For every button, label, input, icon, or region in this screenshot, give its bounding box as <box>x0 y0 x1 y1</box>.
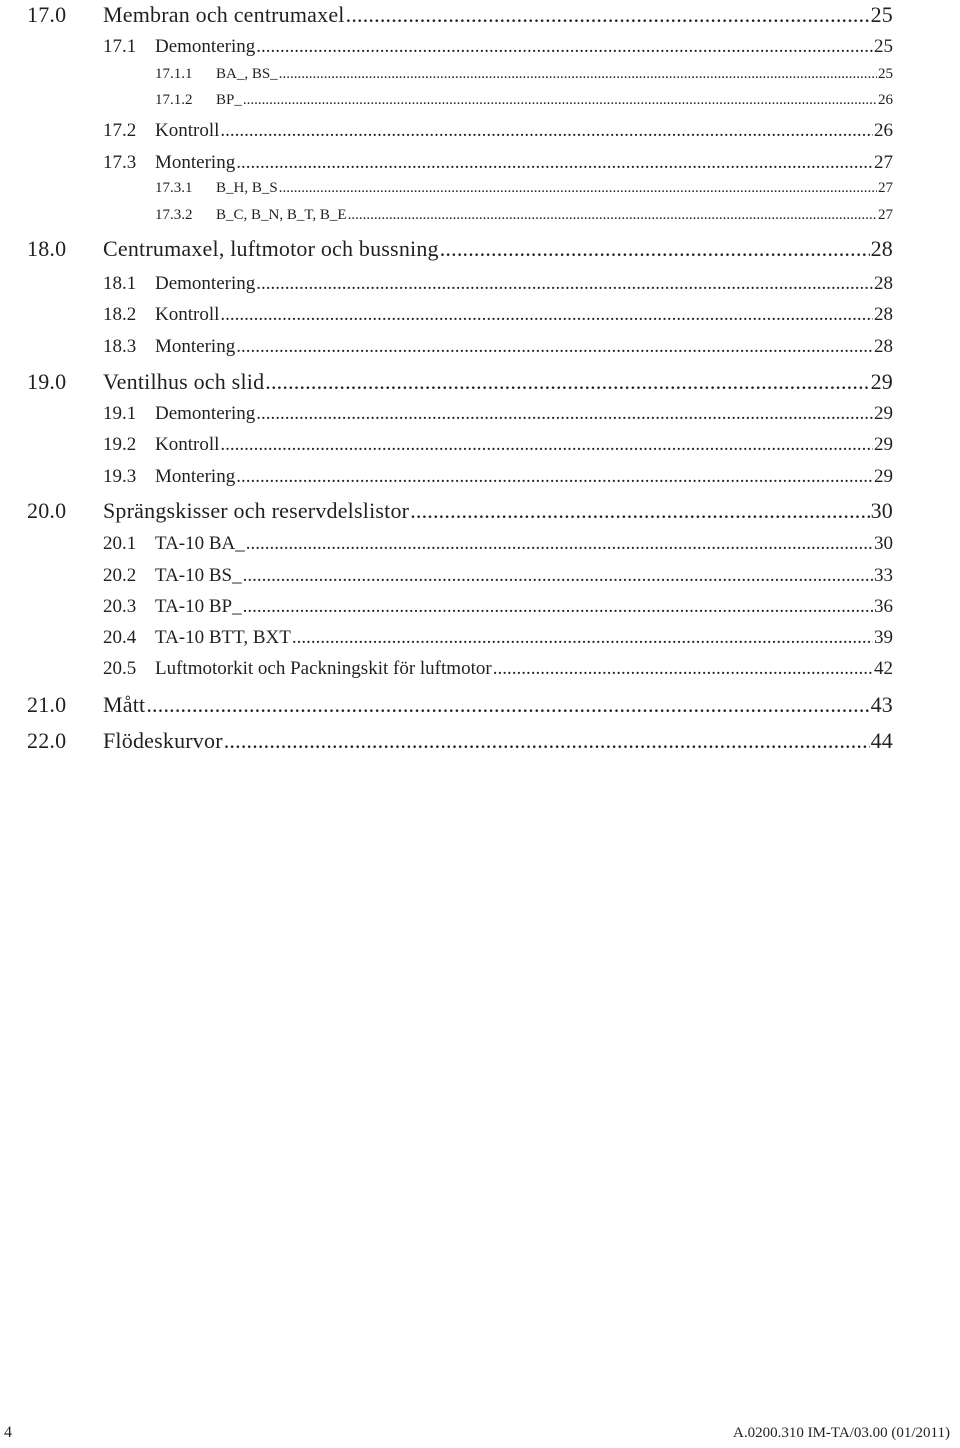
toc-entry-title: TA-10 BTT, BXT <box>155 627 291 648</box>
dot-leader <box>348 207 877 224</box>
toc-entry-number: 17.3 <box>103 152 137 173</box>
toc-entry-title: Flödeskurvor <box>103 728 223 753</box>
dot-leader <box>256 273 873 295</box>
toc-entry-title: Membran och centrumaxel <box>103 2 345 27</box>
toc-entry-number: 18.2 <box>103 304 137 325</box>
toc-entry[interactable] <box>103 273 893 295</box>
dot-leader <box>236 152 873 174</box>
toc-entry-title: Kontroll <box>155 434 220 455</box>
toc-entry-number: 20.2 <box>103 565 137 586</box>
toc-entry-number: 17.0 <box>27 2 67 27</box>
toc-entry[interactable] <box>103 533 893 555</box>
toc-entry-number: 17.3.1 <box>155 180 193 196</box>
toc-entry[interactable] <box>103 336 893 358</box>
dot-leader <box>243 596 873 618</box>
dot-leader <box>246 533 873 555</box>
toc-entry-page: 29 <box>874 434 893 455</box>
dot-leader <box>493 658 873 680</box>
toc-entry-page: 25 <box>878 66 893 82</box>
toc-entry-title: Ventilhus och slid <box>103 369 265 394</box>
toc-entry-number: 17.1 <box>103 36 137 57</box>
toc-entry-page: 27 <box>874 152 893 173</box>
dot-leader <box>256 403 873 425</box>
dot-leader <box>410 498 869 524</box>
toc-entry-page: 27 <box>878 180 893 196</box>
toc-entry-title: Centrumaxel, luftmotor och bussning <box>103 236 439 261</box>
toc-entry-page: 25 <box>874 36 893 57</box>
toc-entry-page: 42 <box>874 658 893 679</box>
toc-entry-number: 21.0 <box>27 692 67 717</box>
toc-entry[interactable] <box>155 92 893 109</box>
toc-entry[interactable] <box>103 36 893 58</box>
toc-entry-title: B_H, B_S <box>216 180 278 196</box>
toc-entry[interactable] <box>155 180 893 197</box>
dot-leader <box>256 36 873 58</box>
toc-entry-number: 20.1 <box>103 533 137 554</box>
dot-leader <box>346 2 870 28</box>
toc-entry-number: 20.3 <box>103 596 137 617</box>
toc-entry-title: Kontroll <box>155 304 220 325</box>
toc-entry-page: 27 <box>878 207 893 223</box>
toc-entry[interactable] <box>103 565 893 587</box>
dot-leader <box>236 466 873 488</box>
toc-entry[interactable] <box>27 2 893 28</box>
dot-leader <box>243 92 877 109</box>
toc-entry[interactable] <box>103 152 893 174</box>
toc-entry-number: 20.0 <box>27 498 67 523</box>
toc-entry-title: Montering <box>155 336 236 357</box>
dot-leader <box>146 692 869 718</box>
toc-entry[interactable] <box>27 369 893 395</box>
toc-entry-page: 29 <box>870 369 893 394</box>
toc-entry[interactable] <box>103 403 893 425</box>
toc-entry-page: 28 <box>874 336 893 357</box>
toc-entry-title: Demontering <box>155 36 256 57</box>
toc-entry[interactable] <box>155 207 893 224</box>
toc-entry-number: 20.5 <box>103 658 137 679</box>
toc-entry-title: TA-10 BS_ <box>155 565 242 586</box>
dot-leader <box>265 369 869 395</box>
toc-entry-page: 39 <box>874 627 893 648</box>
dot-leader <box>220 434 873 456</box>
toc-entry[interactable] <box>103 658 893 680</box>
toc-entry[interactable] <box>103 120 893 142</box>
toc-entry-title: Montering <box>155 152 236 173</box>
toc-entry-page: 26 <box>874 120 893 141</box>
dot-leader <box>243 565 873 587</box>
toc-entry[interactable] <box>27 728 893 754</box>
toc-entry-number: 17.2 <box>103 120 137 141</box>
dot-leader <box>279 66 877 83</box>
toc-entry[interactable] <box>27 692 893 718</box>
toc-entry-title: Sprängskisser och reservdelslistor <box>103 498 410 523</box>
toc-entry-page: 43 <box>870 692 893 717</box>
toc-entry-page: 44 <box>870 728 893 753</box>
toc-entry-page: 28 <box>874 304 893 325</box>
toc-entry-title: Kontroll <box>155 120 220 141</box>
dot-leader <box>279 180 877 197</box>
toc-entry-number: 18.0 <box>27 236 67 261</box>
toc-entry-number: 20.4 <box>103 627 137 648</box>
toc-entry-title: Montering <box>155 466 236 487</box>
toc-entry-number: 18.1 <box>103 273 137 294</box>
toc-entry-title: B_C, B_N, B_T, B_E <box>216 207 347 223</box>
toc-entry-page: 28 <box>874 273 893 294</box>
toc-entry-number: 17.1.1 <box>155 66 193 82</box>
toc-entry-number: 19.3 <box>103 466 137 487</box>
dot-leader <box>236 336 873 358</box>
toc-entry[interactable] <box>103 627 893 649</box>
toc-entry-title: BP_ <box>216 92 242 108</box>
toc-entry-page: 36 <box>874 596 893 617</box>
dot-leader <box>440 236 870 262</box>
toc-entry-page: 30 <box>874 533 893 554</box>
toc-entry-number: 17.3.2 <box>155 207 193 223</box>
toc-entry[interactable] <box>103 304 893 326</box>
document-reference: A.0200.310 IM-TA/03.00 (01/2011) <box>733 1425 950 1441</box>
toc-entry[interactable] <box>103 596 893 618</box>
dot-leader <box>224 728 870 754</box>
toc-entry-title: TA-10 BP_ <box>155 596 242 617</box>
toc-entry-title: Mått <box>103 692 146 717</box>
page-number: 4 <box>4 1424 12 1441</box>
dot-leader <box>220 304 873 326</box>
toc-entry-number: 17.1.2 <box>155 92 193 108</box>
dot-leader <box>220 120 873 142</box>
toc-entry-number: 19.0 <box>27 369 67 394</box>
toc-entry-title: TA-10 BA_ <box>155 533 245 554</box>
toc-entry[interactable] <box>103 434 893 456</box>
toc-entry[interactable] <box>103 466 893 488</box>
toc-entry-number: 22.0 <box>27 728 67 753</box>
toc-entry-page: 28 <box>870 236 893 261</box>
toc-entry-page: 29 <box>874 466 893 487</box>
toc-entry[interactable] <box>27 236 893 262</box>
toc-entry-page: 30 <box>870 498 893 523</box>
toc-entry-page: 29 <box>874 403 893 424</box>
toc-entry-page: 33 <box>874 565 893 586</box>
toc-entry[interactable] <box>155 66 893 83</box>
toc-entry-number: 19.2 <box>103 434 137 455</box>
toc-entry-number: 18.3 <box>103 336 137 357</box>
dot-leader <box>292 627 873 649</box>
toc-entry[interactable] <box>27 498 893 524</box>
toc-entry-page: 25 <box>870 2 893 27</box>
toc-entry-title: Luftmotorkit och Packningskit för luftmotor <box>155 658 492 679</box>
toc-entry-page: 26 <box>878 92 893 108</box>
toc-entry-number: 19.1 <box>103 403 137 424</box>
toc-entry-title: Demontering <box>155 273 256 294</box>
toc-entry-title: Demontering <box>155 403 256 424</box>
toc-entry-title: BA_, BS_ <box>216 66 278 82</box>
